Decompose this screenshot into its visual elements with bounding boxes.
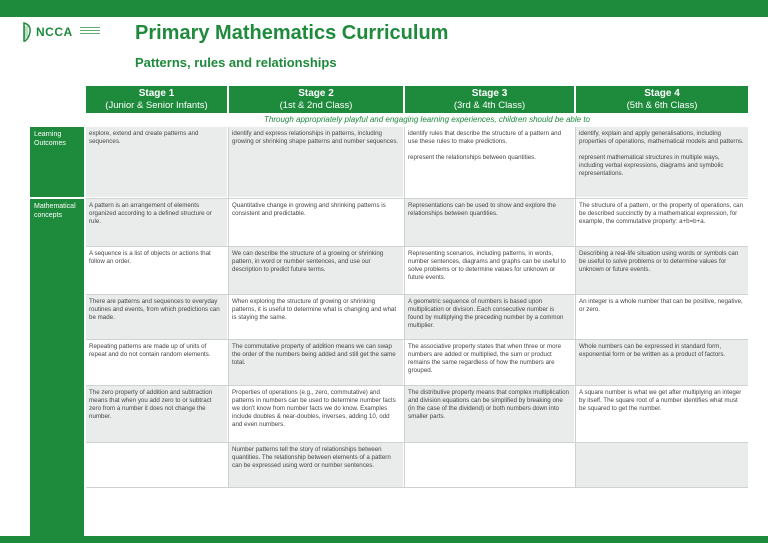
stage-1-subtitle: (Junior & Senior Infants) bbox=[105, 100, 208, 111]
concept-row-5-stage-3: The distributive property means that complex multiplication and division equations can be simplified by breaking one (in the case of the dividend) or both numbers down into smaller parts. bbox=[405, 386, 574, 442]
outcome-stage-4-text-b: represent mathematical structures in multiple ways, including verbal expressions, diagrams and symbolic representations. bbox=[579, 154, 724, 177]
concept-row-4-stage-2: The commutative property of addition means we can swap the order of the numbers being added and still get the same total. bbox=[229, 340, 403, 385]
outcome-stage-2 bbox=[229, 127, 403, 197]
outcome-stage-4 bbox=[576, 127, 748, 197]
concept-row-6-stage-1 bbox=[86, 443, 227, 487]
grid-line bbox=[86, 246, 748, 247]
stage-4-header bbox=[576, 86, 748, 113]
ncca-logo bbox=[22, 22, 100, 42]
grid-line bbox=[228, 127, 229, 487]
outcome-stage-2-text: identify and express relationships in patterns, including growing or shrinking shape patterns and number sequences. bbox=[232, 130, 399, 145]
grid-line bbox=[86, 339, 748, 340]
concept-row-4-stage-3: The associative property states that when three or more numbers are added or multiplied, the sum or product remains the same regardless of how the numbers are grouped. bbox=[405, 340, 574, 385]
concept-row-1-stage-2: Quantitative change in growing and shrinking patterns is consistent and predictable. bbox=[229, 199, 403, 246]
intro-statement: Through appropriately playful and engaging learning experiences, children should be able to bbox=[264, 115, 590, 124]
stage-1-title: Stage 1 bbox=[138, 88, 175, 99]
top-brand-bar bbox=[0, 0, 768, 17]
outcome-stage-1 bbox=[86, 127, 227, 197]
concept-row-2-stage-2: We can describe the structure of a growing or shrinking pattern, in word or number sentences, and use our description to predict future terms. bbox=[229, 247, 403, 294]
concept-row-5-stage-2: Properties of operations (e.g., zero, commutative) and patterns in numbers can be used to determine number facts we don't know from number facts we do know. Examples include doubles & near-doubles, inverses, adding 10, odd and even numbers. bbox=[229, 386, 403, 442]
row-label-mathematical-concepts: Mathematical concepts bbox=[30, 199, 84, 536]
concept-row-4-stage-4: Whole numbers can be expressed in standard form, exponential form or be written as a product of factors. bbox=[576, 340, 748, 385]
concept-row-3-stage-2: When exploring the structure of growing or shrinking patterns, it is useful to determine what is changing and what is staying the same. bbox=[229, 295, 403, 339]
stage-3-subtitle: (3rd & 4th Class) bbox=[453, 100, 526, 111]
outcome-stage-1-text: explore, extend and create patterns and sequences. bbox=[89, 130, 199, 145]
concept-row-6-stage-4 bbox=[576, 443, 748, 487]
grid-line bbox=[575, 127, 576, 487]
grid-line bbox=[86, 442, 748, 443]
concept-row-2-stage-1: A sequence is a list of objects or actions that follow an order. bbox=[86, 247, 227, 294]
stage-3-header bbox=[405, 86, 574, 113]
bottom-brand-bar bbox=[0, 536, 768, 543]
stage-3-title: Stage 3 bbox=[471, 88, 508, 99]
concept-row-6-stage-2: Number patterns tell the story of relationships between quantities. The relationship between elements of a pattern can be expressed using word or number sentences. bbox=[229, 443, 403, 487]
stage-4-title: Stage 4 bbox=[644, 88, 680, 99]
concept-row-5-stage-4: A square number is what we get after multiplying an integer by itself. The square root of a number identifies what must be squared to get the number. bbox=[576, 386, 748, 442]
outcome-stage-3 bbox=[405, 127, 574, 197]
concept-row-1-stage-3: Representations can be used to show and explore the relationships between quantities. bbox=[405, 199, 574, 246]
grid-line bbox=[86, 385, 748, 386]
grid-line bbox=[86, 487, 748, 488]
stage-2-subtitle: (1st & 2nd Class) bbox=[279, 100, 353, 111]
outcome-stage-3-text-a: identify rules that describe the structure of a pattern and use these rules to make predictions. bbox=[408, 130, 562, 145]
concept-row-3-stage-3: A geometric sequence of numbers is based upon multiplication or division. Each consecutive number is found by multiplying the preceding number by a common multiplier. bbox=[405, 295, 574, 339]
stage-4-subtitle: (5th & 6th Class) bbox=[626, 100, 698, 111]
grid-line bbox=[86, 198, 748, 199]
concept-row-1-stage-1: A pattern is an arrangement of elements organized according to a defined structure or rule. bbox=[86, 199, 227, 246]
grid-line bbox=[404, 127, 405, 487]
outcome-stage-4-text-a: identify, explain and apply generalisations, including properties of operations, mathematical models and patterns. bbox=[579, 130, 744, 145]
concept-row-6-stage-3 bbox=[405, 443, 574, 487]
concept-row-1-stage-4: The structure of a pattern, or the property of operations, can be described succinctly by a mathematical expression, for example, the commutative property: a+b=b+a. bbox=[576, 199, 748, 246]
stage-1-header bbox=[86, 86, 227, 113]
stage-2-title: Stage 2 bbox=[298, 88, 334, 99]
concept-row-5-stage-1: The zero property of addition and subtraction means that when you add zero to or subtract zero from a number it does not change the number. bbox=[86, 386, 227, 442]
harp-icon bbox=[22, 22, 32, 42]
concept-row-3-stage-1: There are patterns and sequences to everyday routines and events, from which predictions can be made. bbox=[86, 295, 227, 339]
concept-row-2-stage-4: Describing a real-life situation using words or symbols can be useful to solve problems or to determine values for unknown or future events. bbox=[576, 247, 748, 294]
logo-text: NCCA bbox=[36, 25, 73, 39]
grid-line bbox=[86, 294, 748, 295]
outcome-stage-3-text-b: represent the relationships between quantities. bbox=[408, 154, 536, 161]
row-label-learning-outcomes: Learning Outcomes bbox=[30, 127, 84, 197]
concept-row-2-stage-3: Representing scenarios, including patterns, in words, number sentences, diagrams and graphs can be useful to solve problems or to determine values for unknown or future events. bbox=[405, 247, 574, 294]
concept-row-4-stage-1: Repeating patterns are made up of units of repeat and do not contain random elements. bbox=[86, 340, 227, 385]
page-title: Primary Mathematics Curriculum bbox=[135, 22, 449, 44]
stage-2-header bbox=[229, 86, 403, 113]
page-subtitle: Patterns, rules and relationships bbox=[135, 55, 337, 70]
logo-tagline-mark bbox=[80, 27, 100, 37]
concept-row-3-stage-4: An integer is a whole number that can be positive, negative, or zero. bbox=[576, 295, 748, 339]
